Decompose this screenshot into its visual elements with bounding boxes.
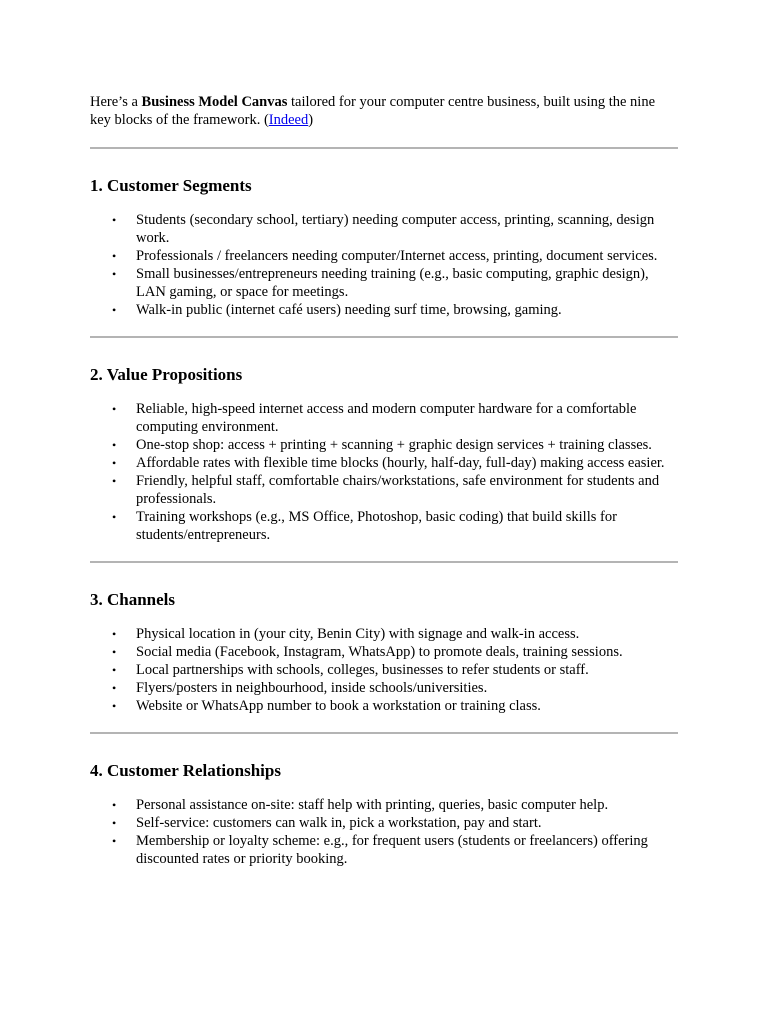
intro-text-close: ) [308, 112, 314, 128]
bullet-list [90, 796, 678, 868]
list-item [90, 625, 678, 643]
section-heading: 2. Value Propositions [90, 365, 243, 384]
list-item-text: Reliable, high-speed internet access and modern computer hardware for a comfortable computing environment. [136, 401, 637, 435]
section-heading: 1. Customer Segments [90, 176, 252, 195]
list-item-text: Professionals / freelancers needing computer/Internet access, printing, document services. [136, 248, 658, 264]
bullet-icon: • [112, 798, 117, 812]
list-item-text: Membership or loyalty scheme: e.g., for frequent users (students or freelancers) offering discounted rates or priority booking. [136, 833, 648, 867]
bullet-icon: • [112, 267, 117, 281]
bullet-icon: • [112, 456, 117, 470]
bullet-icon: • [112, 816, 117, 830]
bullet-icon: • [112, 681, 117, 695]
list-item-text: Small businesses/entrepreneurs needing training (e.g., basic computing, graphic design), LAN gaming, or space for meetings. [136, 266, 649, 300]
list-item [90, 508, 678, 544]
bullet-list [90, 400, 678, 544]
list-item [90, 796, 678, 814]
list-item [90, 697, 678, 715]
section-heading: 3. Channels [90, 590, 176, 609]
bullet-icon: • [112, 213, 117, 227]
section-divider [90, 561, 678, 563]
list-item-text: Students (secondary school, tertiary) needing computer access, printing, scanning, design work. [136, 212, 655, 246]
bullet-icon: • [112, 438, 117, 452]
sections-container [90, 147, 678, 868]
list-item [90, 661, 678, 679]
list-item-text: Local partnerships with schools, colleges, businesses to refer students or staff. [136, 662, 589, 678]
list-item [90, 400, 678, 436]
bullet-icon: • [112, 627, 117, 641]
list-item [90, 301, 678, 319]
section-block [90, 589, 678, 715]
list-item [90, 814, 678, 832]
bullet-icon: • [112, 663, 117, 677]
bullet-icon: • [112, 474, 117, 488]
list-item-text: Personal assistance on-site: staff help with printing, queries, basic computer help. [136, 797, 609, 813]
list-item [90, 436, 678, 454]
list-item [90, 472, 678, 508]
list-item [90, 247, 678, 265]
bullet-icon: • [112, 402, 117, 416]
list-item [90, 679, 678, 697]
list-item-text: Website or WhatsApp number to book a workstation or training class. [136, 698, 541, 714]
section-divider [90, 732, 678, 734]
list-item-text: Affordable rates with flexible time blocks (hourly, half-day, full-day) making access easier. [136, 455, 665, 471]
bullet-icon: • [112, 249, 117, 263]
indeed-link[interactable]: Indeed [268, 112, 309, 128]
list-item-text: One-stop shop: access + printing + scanning + graphic design services + training classes. [136, 437, 652, 453]
section-heading: 4. Customer Relationships [90, 761, 281, 780]
intro-bold-term: Business Model Canvas [141, 94, 288, 110]
bullet-icon: • [112, 645, 117, 659]
list-item-text: Self-service: customers can walk in, pick a workstation, pay and start. [136, 815, 542, 831]
list-item [90, 454, 678, 472]
bullet-icon: • [112, 834, 117, 848]
bullet-list [90, 625, 678, 715]
list-item-text: Social media (Facebook, Instagram, WhatsApp) to promote deals, training sessions. [136, 644, 623, 660]
list-item-text: Physical location in (your city, Benin City) with signage and walk-in access. [136, 626, 580, 642]
intro-text-post: tailored for your computer centre business, built using the nine key blocks of the framework. ( [90, 94, 656, 128]
list-item-text: Friendly, helpful staff, comfortable chairs/workstations, safe environment for students and professionals. [136, 473, 660, 507]
bullet-list [90, 211, 678, 319]
list-item [90, 832, 678, 868]
section-divider [90, 336, 678, 338]
list-item-text: Training workshops (e.g., MS Office, Photoshop, basic coding) that build skills for students/entrepreneurs. [136, 509, 617, 543]
list-item-text: Flyers/posters in neighbourhood, inside schools/universities. [136, 680, 488, 696]
bullet-icon: • [112, 510, 117, 524]
section-block [90, 364, 678, 544]
intro-text-pre: Here’s a [90, 94, 142, 110]
list-item [90, 211, 678, 247]
section-block [90, 760, 678, 868]
list-item [90, 265, 678, 301]
bullet-icon: • [112, 699, 117, 713]
document-page [90, 93, 678, 868]
list-item [90, 643, 678, 661]
section-divider [90, 147, 678, 149]
section-block [90, 175, 678, 319]
intro-paragraph [90, 93, 678, 129]
list-item-text: Walk-in public (internet café users) needing surf time, browsing, gaming. [136, 302, 562, 318]
bullet-icon: • [112, 303, 117, 317]
